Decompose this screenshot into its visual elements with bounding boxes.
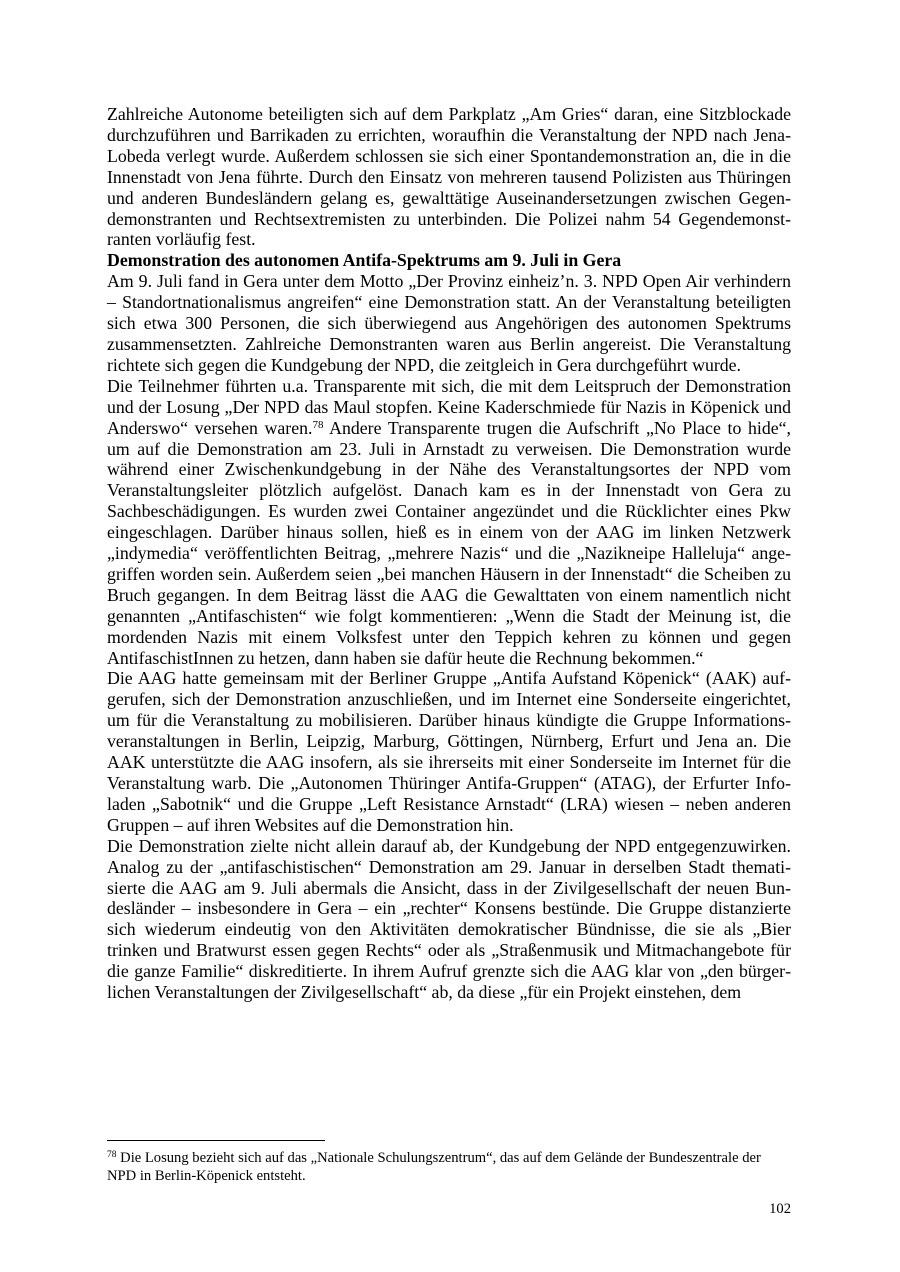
- footnote-text: Die Losung bezieht sich auf das „Nationale Schulungszentrum“, das auf dem Gelände der Bundeszentrale der NPD in Berlin-Köpenick entsteht.: [107, 1150, 761, 1184]
- footnote-number: 78: [107, 1150, 117, 1160]
- paragraph-gera-demonstration: Am 9. Juli fand in Gera unter dem Motto „Der Provinz einheiz’n. 3. NPD Open Air verhindern – Standortnationalismus angreifen“ eine Demonstration statt. An der Veranstaltung beteiligten sich etwa 300 Personen, die sich überwiegend aus Angehörigen des autonomen Spektrums zusammensetzten. Zahlreiche Demonstranten waren aus Berlin angereist. Die Veranstaltung richtete sich gegen die Kundgebung der NPD, die zeitgleich in Gera durchgeführt wurde.: [107, 271, 791, 375]
- paragraph-aag-aak: Die AAG hatte gemeinsam mit der Berliner Gruppe „Antifa Aufstand Köpenick“ (AAK) aufgerufen, sich der Demonstration anzuschließen, und im Internet eine Sonderseite eingerichtet, um für die Veranstaltung zu mobilisieren. Darüber hinaus kündigte die Gruppe Informationsveranstaltungen in Berlin, Leipzig, Marburg, Göttingen, Nürnberg, Erfurt und Jena an. Die AAK unterstützte die AAG insofern, als sie ihrerseits mit einer Sonderseite im Internet für die Veranstaltung warb. Die „Autonomen Thüringer Antifa-Gruppen“ (ATAG), der Erfurter Infoladen „Sabotnik“ und die Gruppe „Left Resistance Arnstadt“ (LRA) wiesen – neben anderen Gruppen – auf ihren Websites auf die Demonstration hin.: [107, 668, 791, 835]
- paragraph-zivilgesellschaft: Die Demonstration zielte nicht allein darauf ab, der Kundgebung der NPD entgegenzuwirken. Analog zu der „antifaschistischen“ Demonstration am 29. Januar in derselben Stadt thematisierte die AAG am 9. Juli abermals die Ansicht, dass in der Zivilgesellschaft der neuen Bundesländer – insbesondere in Gera – ein „rechter“ Konsens bestünde. Die Gruppe distanzierte sich wiederum eindeutig von den Aktivitäten demokratischer Bündnisse, die sie als „Bier trinken und Bratwurst essen gegen Rechts“ oder als „Straßenmusik und Mitmachangebote für die ganze Familie“ diskreditierte. In ihrem Aufruf grenzte sich die AAG klar von „den bürgerlichen Veranstaltungen der Zivilgesellschaft“ ab, da diese „für ein Projekt einstehen, dem: [107, 835, 791, 1003]
- footnote-reference: 78: [312, 418, 324, 431]
- paragraph-text-after-footnote: Andere Transparente trugen die Aufschrift „No Place to hide“, um auf die Demonstration am 23. Juli in Arnstadt zu verweisen. Die Demonstration wurde während einer Zwischenkundgebung in der Nähe des Veranstaltungsortes der NPD vom Veranstaltungsleiter plötzlich aufgelöst. Danach kam es in der Innenstadt von Gera zu Sachbeschädigungen. Es wurden zwei Container angezündet und die Rücklichter eines Pkw eingeschlagen. Darüber hinaus sollen, hieß es in einem von der AAG im linken Netzwerk „indymedia“ veröffentlichten Beitrag, „mehrere Nazis“ und die „Nazikneipe Halleluja“ angegriffen worden sein. Außerdem seien „bei manchen Häusern in der Innenstadt“ die Scheiben zu Bruch gegangen. In dem Beitrag lässt die AAG die Gewalttaten von einem namentlich nicht genannten „Antifaschisten“ wie folgt kommentieren: „Wenn die Stadt der Meinung ist, die mordenden Nazis mit einem Volksfest unter den Teppich kehren zu können und gegen AntifaschistInnen zu hetzen, dann haben sie dafür heute die Rechnung bekommen.“: [107, 417, 791, 668]
- footnote-separator: [107, 1140, 325, 1141]
- page-number: 102: [769, 1201, 791, 1217]
- paragraph-parkplatz-am-gries: Zahlreiche Autonome beteiligten sich auf dem Parkplatz „Am Gries“ daran, eine Sitzblockade durchzuführen und Barrikaden zu errichten, woraufhin die Veranstaltung der NPD nach Jena-Lobeda verlegt wurde. Außerdem schlossen sie sich einer Spontandemonstration an, die in die Innenstadt von Jena führte. Durch den Einsatz von mehreren tausend Polizisten aus Thüringen und anderen Bundesländern gelang es, gewalttätige Auseinandersetzungen zwischen Gegendemonstranten und Rechtsextremisten zu unterbinden. Die Polizei nahm 54 Gegendemonstranten vorläufig fest.: [107, 104, 791, 250]
- paragraph-transparente: [107, 376, 791, 669]
- footnote: [107, 1149, 791, 1185]
- section-heading: Demonstration des autonomen Antifa-Spektrums am 9. Juli in Gera: [107, 250, 622, 271]
- page-body: [107, 104, 791, 1003]
- paragraph-text-before-footnote: Die Teilnehmer führten u.a. Transparente mit sich, die mit dem Leitspruch der Demonstration und der Losung „Der NPD das Maul stopfen. Keine Kaderschmiede für Nazis in Köpenick und Anderswo“ versehen waren.: [107, 375, 791, 438]
